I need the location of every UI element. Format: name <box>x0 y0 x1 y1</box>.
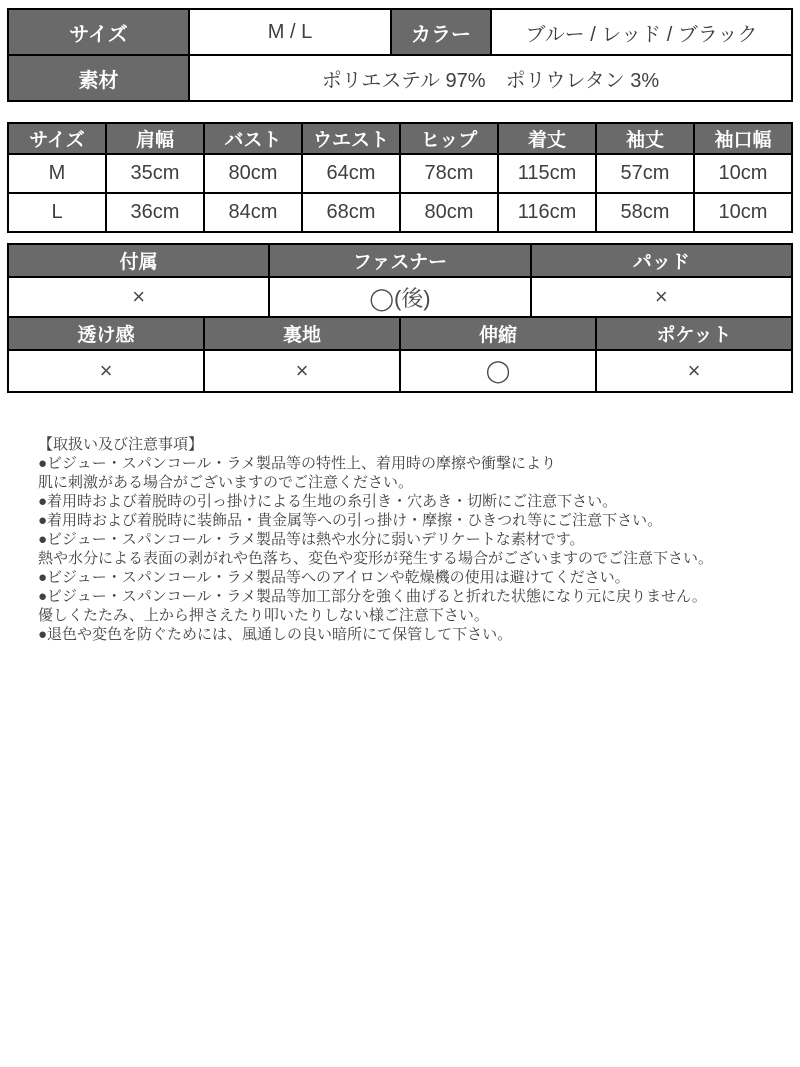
size-label-cell: サイズ <box>8 9 189 55</box>
cell-m-bust: 80cm <box>204 154 302 193</box>
cell-l-sleeve: 58cm <box>596 193 694 232</box>
cell-m-sleeve: 57cm <box>596 154 694 193</box>
size-value-cell: M / L <box>189 9 391 55</box>
cell-m-shoulder: 35cm <box>106 154 204 193</box>
cell-m-cuff: 10cm <box>694 154 792 193</box>
value-pad: × <box>531 277 792 317</box>
header-pad: パッド <box>531 244 792 277</box>
info-row-material <box>8 55 792 101</box>
cell-m-waist: 64cm <box>302 154 400 193</box>
material-label-cell: 素材 <box>8 55 189 101</box>
col-header-hip: ヒップ <box>400 123 498 154</box>
header-stretch: 伸縮 <box>400 317 596 350</box>
value-stretch: ◯ <box>400 350 596 392</box>
cell-l-bust: 84cm <box>204 193 302 232</box>
material-value-cell: ポリエステル 97% ポリウレタン 3% <box>189 55 792 101</box>
header-lining: 裏地 <box>204 317 400 350</box>
color-label-cell: カラー <box>391 9 491 55</box>
info-row-size-color <box>8 9 792 55</box>
care-note-line: ●退色や変色を防ぐためには、風通しの良い暗所にて保管して下さい。 <box>38 626 513 643</box>
care-note-line: ●ビジュー・スパンコール・ラメ製品等加工部分を強く曲げると折れた状態になり元に戻りません。 <box>38 588 707 605</box>
care-note-line: ●ビジュー・スパンコール・ラメ製品等の特性上、着用時の摩擦や衝撃により <box>38 455 557 472</box>
features2-header-row <box>8 317 792 350</box>
cell-l-waist: 68cm <box>302 193 400 232</box>
header-accessory: 付属 <box>8 244 269 277</box>
col-header-cuff: 袖口幅 <box>694 123 792 154</box>
care-note-line: ●ビジュー・スパンコール・ラメ製品等は熱や水分に弱いデリケートな素材です。 <box>38 531 585 548</box>
care-notes <box>7 435 793 644</box>
features1-header-row <box>8 244 792 277</box>
cell-size-m: M <box>8 154 106 193</box>
header-fastener: ファスナー <box>269 244 530 277</box>
size-chart-row-m <box>8 154 792 193</box>
care-note-line: 熱や水分による表面の剥がれや色落ち、変色や変形が発生する場合がございますのでご注意下さい。 <box>38 550 714 567</box>
care-note-line: 肌に刺激がある場合がございますのでご注意ください。 <box>38 474 414 491</box>
col-header-sleeve: 袖丈 <box>596 123 694 154</box>
care-note-line: ●ビジュー・スパンコール・ラメ製品等へのアイロンや乾燥機の使用は避けてください。 <box>38 569 630 586</box>
value-fastener: ◯(後) <box>269 277 530 317</box>
care-note-line: ●着用時および着脱時の引っ掛けによる生地の糸引き・穴あき・切断にご注意下さい。 <box>38 493 618 510</box>
features-table-1 <box>7 243 793 318</box>
cell-l-cuff: 10cm <box>694 193 792 232</box>
cell-l-shoulder: 36cm <box>106 193 204 232</box>
col-header-size: サイズ <box>8 123 106 154</box>
cell-l-hip: 80cm <box>400 193 498 232</box>
size-chart-row-l <box>8 193 792 232</box>
col-header-waist: ウエスト <box>302 123 400 154</box>
value-lining: × <box>204 350 400 392</box>
col-header-bust: バスト <box>204 123 302 154</box>
size-chart-table <box>7 122 793 233</box>
size-chart-header-row <box>8 123 792 154</box>
care-note-line: 優しくたたみ、上から押さえたり叩いたりしない様ご注意下さい。 <box>38 607 489 624</box>
care-note-line: ●着用時および着脱時に装飾品・貴金属等への引っ掛け・摩擦・ひきつれ等にご注意下さい。 <box>38 512 663 529</box>
color-value-cell: ブルー / レッド / ブラック <box>491 9 792 55</box>
header-sheerness: 透け感 <box>8 317 204 350</box>
col-header-length: 着丈 <box>498 123 596 154</box>
features1-value-row <box>8 277 792 317</box>
cell-m-length: 115cm <box>498 154 596 193</box>
cell-l-length: 116cm <box>498 193 596 232</box>
value-accessory: × <box>8 277 269 317</box>
col-header-shoulder: 肩幅 <box>106 123 204 154</box>
cell-m-hip: 78cm <box>400 154 498 193</box>
features-table-2 <box>7 316 793 393</box>
header-pocket: ポケット <box>596 317 792 350</box>
features2-value-row <box>8 350 792 392</box>
care-notes-title: 【取扱い及び注意事項】 <box>38 436 204 453</box>
product-info-table <box>7 8 793 102</box>
value-pocket: × <box>596 350 792 392</box>
cell-size-l: L <box>8 193 106 232</box>
value-sheerness: × <box>8 350 204 392</box>
